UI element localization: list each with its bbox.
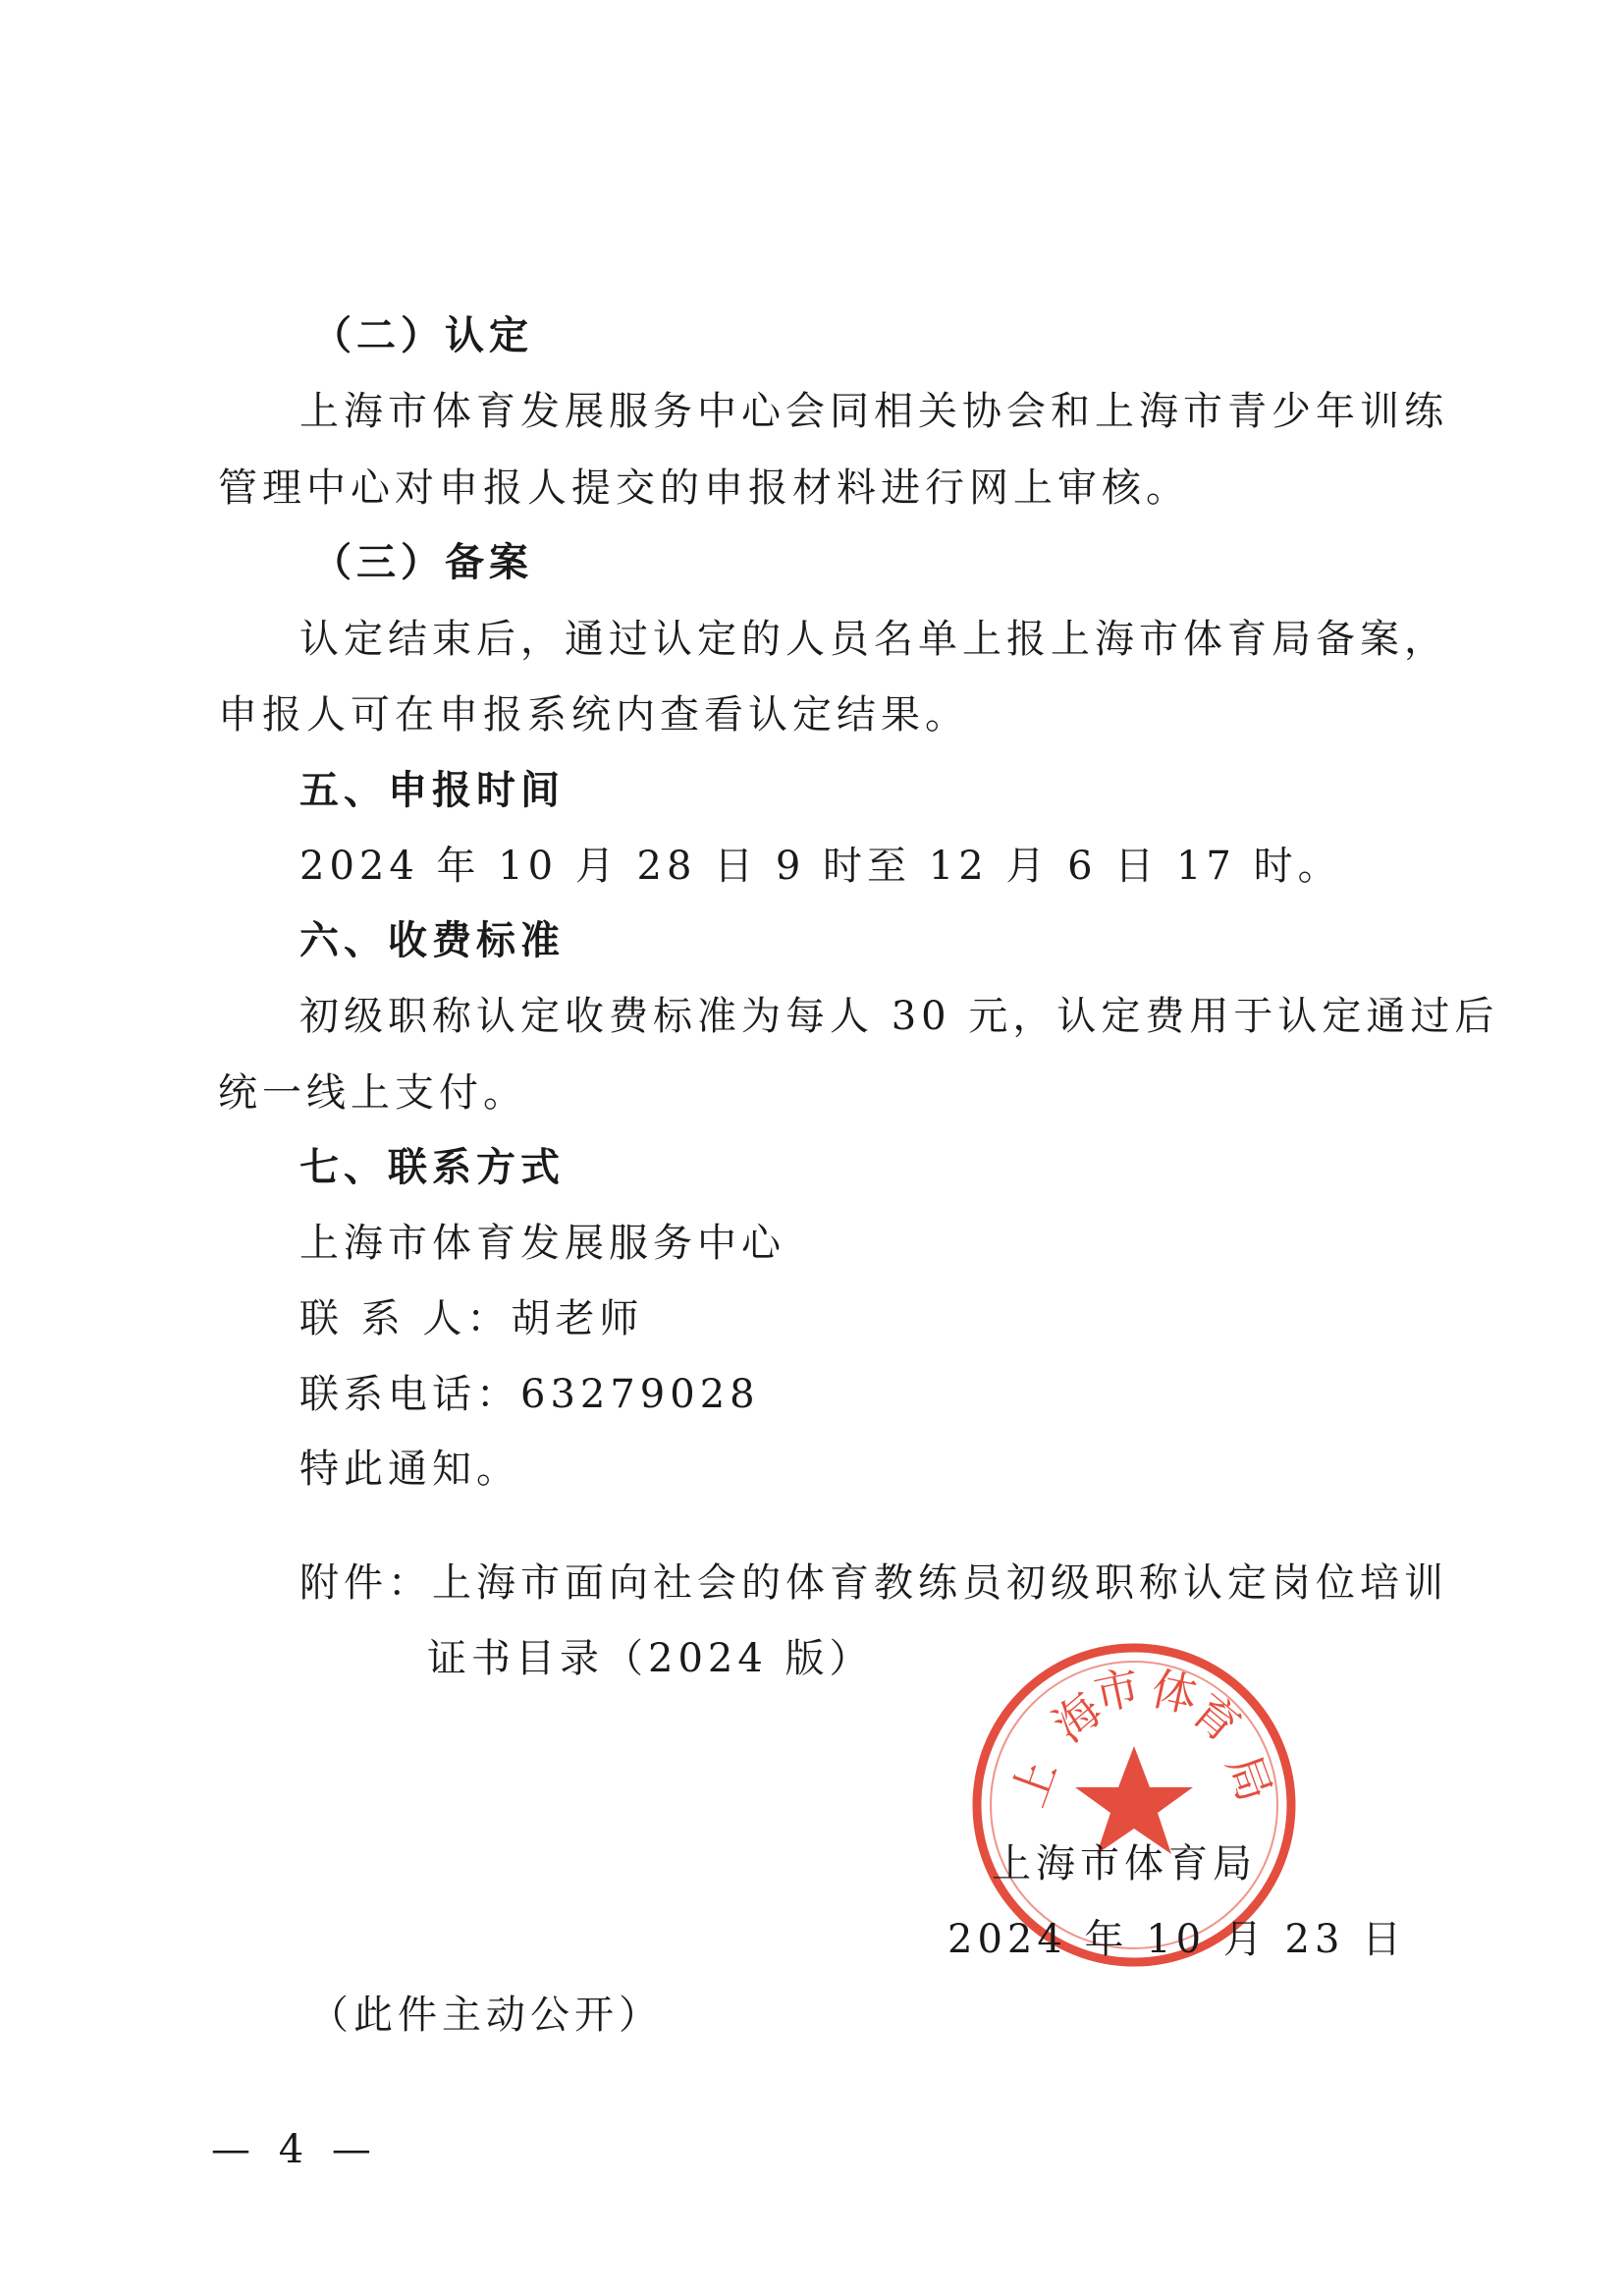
section-6-para-line2: 统一线上支付。 bbox=[218, 1070, 527, 1116]
contact-phone: 联系电话：63279028 bbox=[299, 1372, 760, 1417]
page-number: — 4 — bbox=[211, 2127, 379, 2172]
svg-text:体: 体 bbox=[1146, 1662, 1203, 1723]
contact-person: 联 系 人：胡老师 bbox=[299, 1296, 644, 1341]
svg-text:海: 海 bbox=[1043, 1682, 1112, 1753]
closing-text: 特此通知。 bbox=[299, 1447, 520, 1492]
section-3-para-line2: 申报人可在申报系统内查看认定结果。 bbox=[218, 692, 969, 738]
section-7-heading: 七、联系方式 bbox=[299, 1145, 565, 1190]
seal-star-icon bbox=[1075, 1746, 1193, 1854]
signature-date: 2024 年 10 月 23 日 bbox=[947, 1917, 1407, 1962]
section-5-para-line1: 2024 年 10 月 28 日 9 时至 12 月 6 日 17 时。 bbox=[299, 844, 1342, 889]
section-2-para-line1: 上海市体育发展服务中心会同相关协会和上海市青少年训练 bbox=[299, 389, 1448, 434]
svg-text:上: 上 bbox=[1001, 1752, 1067, 1814]
contact-org: 上海市体育发展服务中心 bbox=[299, 1221, 785, 1266]
section-5-heading: 五、申报时间 bbox=[299, 768, 565, 813]
section-2-heading: （二）认定 bbox=[312, 313, 533, 358]
svg-text:育: 育 bbox=[1181, 1683, 1251, 1753]
svg-text:市: 市 bbox=[1089, 1660, 1145, 1722]
section-6-heading: 六、收费标准 bbox=[299, 918, 565, 963]
svg-text:局: 局 bbox=[1217, 1747, 1282, 1809]
signature-issuer: 上海市体育局 bbox=[992, 1841, 1257, 1886]
section-2-para-line2: 管理中心对申报人提交的申报材料进行网上审核。 bbox=[218, 465, 1190, 511]
attachment-line2: 证书目录（2024 版） bbox=[427, 1636, 874, 1681]
section-3-heading: （三）备案 bbox=[312, 540, 533, 585]
section-3-para-line1: 认定结束后，通过认定的人员名单上报上海市体育局备案， bbox=[299, 617, 1448, 662]
disclosure-note: （此件主动公开） bbox=[309, 1993, 663, 2038]
section-6-para-line1: 初级职称认定收费标准为每人 30 元，认定费用于认定通过后 bbox=[299, 994, 1499, 1039]
attachment-line1: 附件：上海市面向社会的体育教练员初级职称认定岗位培训 bbox=[299, 1560, 1448, 1606]
